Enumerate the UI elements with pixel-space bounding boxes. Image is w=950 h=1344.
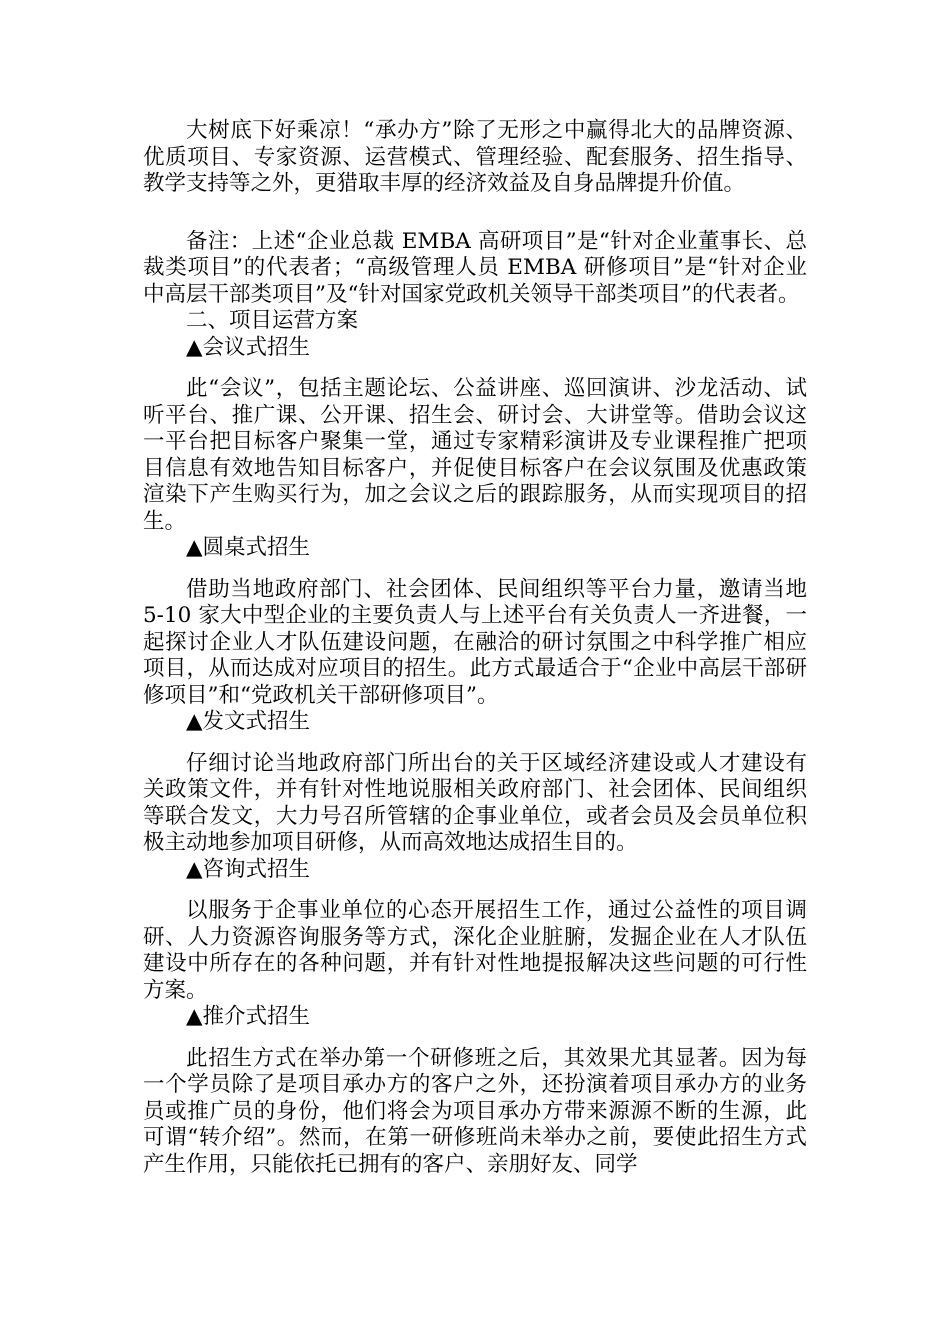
subheading-text: 推介式招生	[202, 1004, 311, 1029]
paragraph-remark: 备注：上述“企业总裁 EMBA 高研项目”是“针对企业董事长、总裁类项目”的代表者；“高级管理人员 EMBA 研修项目”是“针对企业中高层干部类项目”及“针对国家党政机关领导干部类项目”的代表者。	[143, 228, 807, 307]
subheading-text: 圆桌式招生	[202, 535, 311, 560]
triangle-marker-icon: ▲	[186, 709, 203, 734]
subheading-text: 会议式招生	[202, 334, 311, 360]
document-page	[143, 118, 807, 1178]
subheading-consulting	[143, 857, 807, 884]
paragraph-meeting: 此“会议”，包括主题论坛、公益讲座、巡回演讲、沙龙活动、试听平台、推广课、公开课、招生会、研讨会、大讲堂等。借助会议这一平台把目标客户聚集一堂，通过专家精彩演讲及专业课程推广把项目信息有效地告知目标客户，并促使目标客户在会议氛围及优惠政策渲染下产生购买行为，加之会议之后的跟踪服务，从而实现项目的招生。	[143, 376, 807, 534]
subheading-roundtable	[143, 535, 807, 562]
section-heading: 二、项目运营方案	[186, 308, 359, 333]
subheading-text: 发文式招生	[202, 709, 311, 734]
triangle-marker-icon: ▲	[186, 334, 203, 360]
subheading-meeting	[143, 335, 807, 362]
triangle-marker-icon: ▲	[186, 535, 203, 560]
subheading-referral	[143, 1004, 807, 1031]
paragraph-consulting: 以服务于企事业单位的心态开展招生工作，通过公益性的项目调研、人力资源咨询服务等方式，深化企业脏腑，发掘企业在人才队伍建设中所存在的各种问题，并有针对性地提报解决这些问题的可行性方案。	[143, 898, 807, 1003]
paragraph-brand-value: 大树底下好乘凉！“承办方”除了无形之中赢得北大的品牌资源、优质项目、专家资源、运营模式、管理经验、配套服务、招生指导、教学支持等之外，更猎取丰厚的经济效益及自身品牌提升价值。	[143, 118, 807, 196]
paragraph-roundtable: 借助当地政府部门、社会团体、民间组织等平台力量，邀请当地 5-10 家大中型企业的主要负责人与上述平台有关负责人一齐进餐，一起探讨企业人才队伍建设问题，在融洽的研讨氛围之中科学推广相应项目，从而达成对应项目的招生。此方式最适合于“企业中高层干部研修项目”和“党政机关干部研修项目”。	[143, 576, 807, 708]
subheading-document	[143, 709, 807, 736]
triangle-marker-icon: ▲	[186, 1004, 203, 1029]
subheading-text: 咨询式招生	[202, 856, 311, 882]
paragraph-document: 仔细讨论当地政府部门所出台的关于区域经济建设或人才建设有关政策文件，并有针对性地说服相关政府部门、社会团体、民间组织等联合发文，大力号召所管辖的企事业单位，或者会员及会员单位积极主动地参加项目研修，从而高效地达成招生目的。	[143, 750, 807, 855]
triangle-marker-icon: ▲	[186, 856, 203, 882]
paragraph-referral: 此招生方式在举办第一个研修班之后，其效果尤其显著。因为每一个学员除了是项目承办方的客户之外，还扮演着项目承办方的业务员或推广员的身份，他们将会为项目承办方带来源源不断的生源，此可谓“转介绍”。然而，在第一研修班尚未举办之前，要使此招生方式产生作用，只能依托已拥有的客户、亲朋好友、同学	[143, 1045, 807, 1177]
